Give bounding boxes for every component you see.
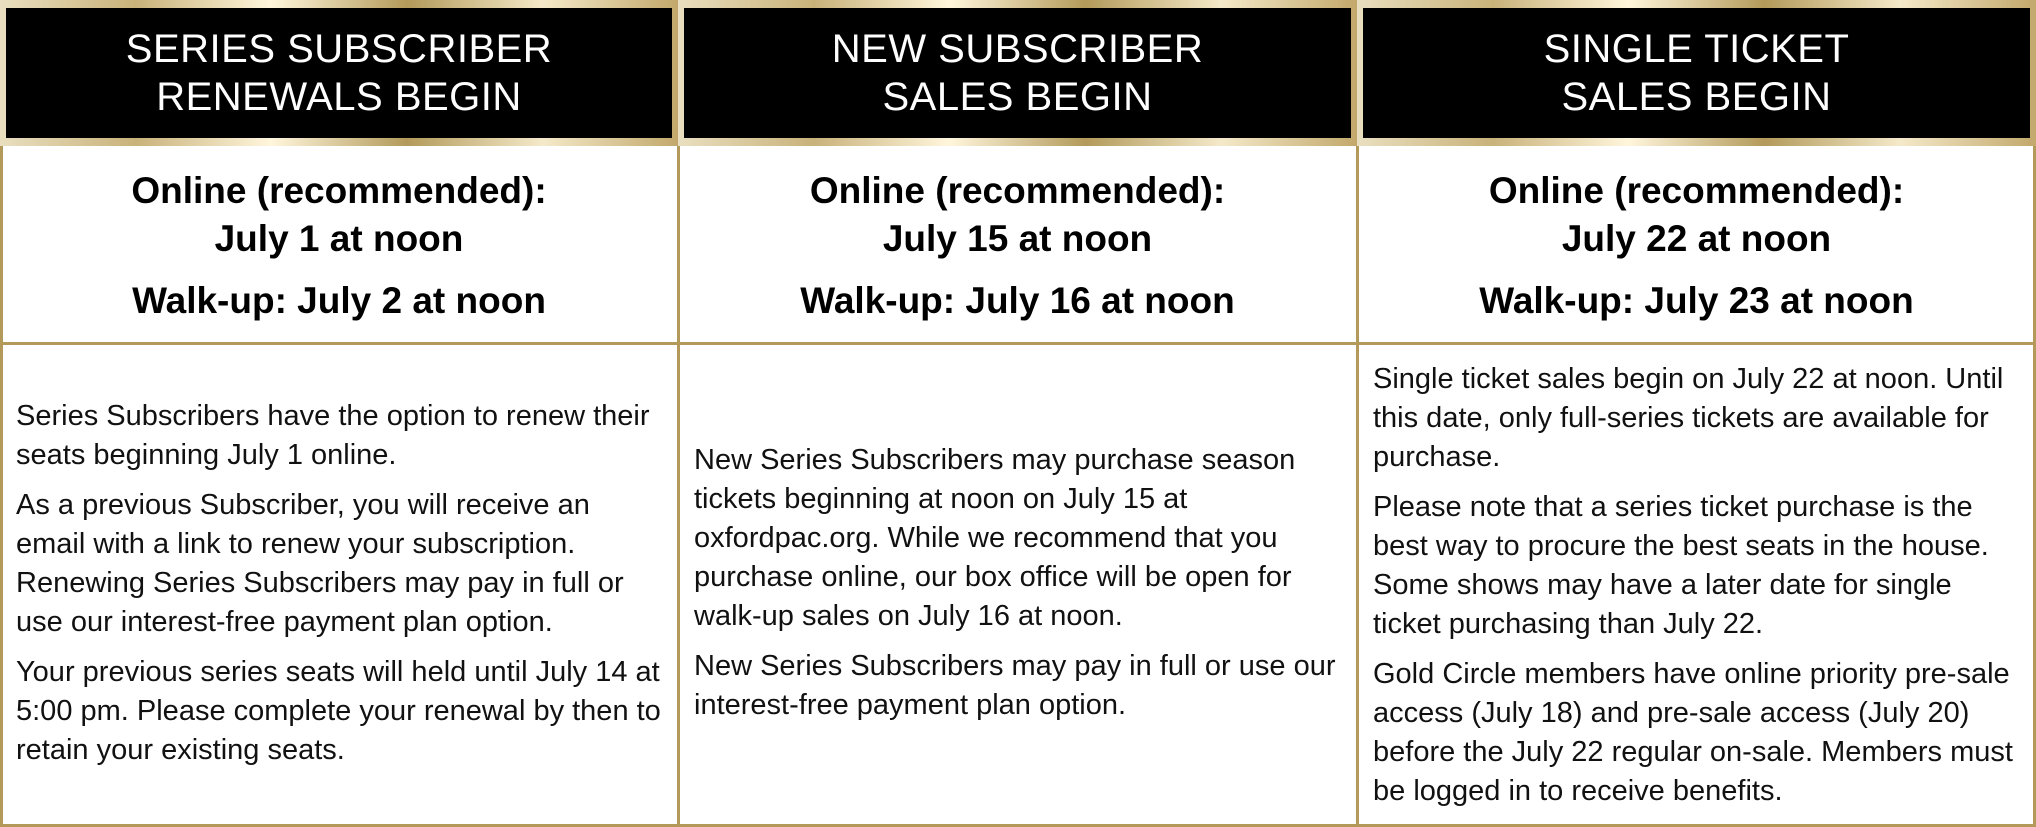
online-label: Online (recommended): bbox=[1488, 170, 1905, 211]
column-header bbox=[0, 0, 678, 146]
walkup-date: Walk-up: July 23 at noon bbox=[1479, 280, 1914, 321]
column-header-box bbox=[6, 8, 672, 138]
dates-block bbox=[0, 150, 678, 342]
description-paragraph: Single ticket sales begin on July 22 at noon. Until this date, only full-series tickets are available for purchase. bbox=[1373, 363, 2004, 473]
walkup-date: Walk-up: July 2 at noon bbox=[132, 280, 546, 321]
online-label: Online (recommended): bbox=[131, 170, 547, 211]
online-date: July 1 at noon bbox=[214, 218, 464, 259]
online-label: Online (recommended): bbox=[809, 170, 1226, 211]
border-row-divider bbox=[0, 342, 2036, 345]
dates-block bbox=[1357, 150, 2036, 342]
description-paragraph: Gold Circle members have online priority pre-sale access (July 18) and pre-sale access (July 20) before the July 22 regular on-sale. Members must be logged in to receive benefits. bbox=[1373, 658, 2013, 807]
header-line-2: SALES BEGIN bbox=[1561, 75, 1832, 119]
header-line-2: SALES BEGIN bbox=[882, 75, 1153, 119]
online-date: July 15 at noon bbox=[882, 218, 1153, 259]
description-paragraph: As a previous Subscriber, you will receive an email with a link to renew your subscription. Renewing Series Subscribers may pay in full or use our interest-free payment plan option. bbox=[16, 488, 624, 638]
border-divider-1 bbox=[677, 146, 680, 827]
column-series-renewals bbox=[0, 0, 678, 827]
description-paragraph: Series Subscribers have the option to renew their seats beginning July 1 online. bbox=[16, 399, 650, 471]
online-date: July 22 at noon bbox=[1561, 218, 1832, 259]
header-line-1: NEW SUBSCRIBER bbox=[831, 27, 1204, 71]
description-paragraph: New Series Subscribers may purchase season tickets beginning at noon on July 15 at oxfordpac.org. While we recommend that you purchase online, our box office will be open for walk-up sales on July 16 at noon. bbox=[694, 444, 1296, 632]
header-line-2: RENEWALS BEGIN bbox=[156, 75, 522, 119]
header-line-1: SERIES SUBSCRIBER bbox=[125, 27, 553, 71]
column-new-subscriber bbox=[678, 0, 1357, 827]
column-header-box bbox=[1363, 8, 2030, 138]
column-single-ticket bbox=[1357, 0, 2036, 827]
description bbox=[1373, 360, 2020, 821]
column-header bbox=[678, 0, 1357, 146]
header-line-1: SINGLE TICKET bbox=[1543, 27, 1850, 71]
description-paragraph: New Series Subscribers may pay in full or use our interest-free payment plan option. bbox=[694, 650, 1336, 721]
description-paragraph: Your previous series seats will held until July 14 at 5:00 pm. Please complete your renewal by then to retain your existing seats. bbox=[16, 655, 661, 766]
column-header-box bbox=[684, 8, 1351, 138]
walkup-date: Walk-up: July 16 at noon bbox=[800, 280, 1235, 321]
border-left bbox=[0, 146, 3, 827]
description-paragraph: Please note that a series ticket purchase is the best way to procure the best seats in the house. Some shows may have a later date for single ticket purchasing than July 22. bbox=[1373, 491, 1989, 640]
border-divider-2 bbox=[1356, 146, 1359, 827]
dates-block bbox=[678, 150, 1357, 342]
description bbox=[16, 345, 662, 821]
column-header bbox=[1357, 0, 2036, 146]
description bbox=[694, 345, 1341, 821]
